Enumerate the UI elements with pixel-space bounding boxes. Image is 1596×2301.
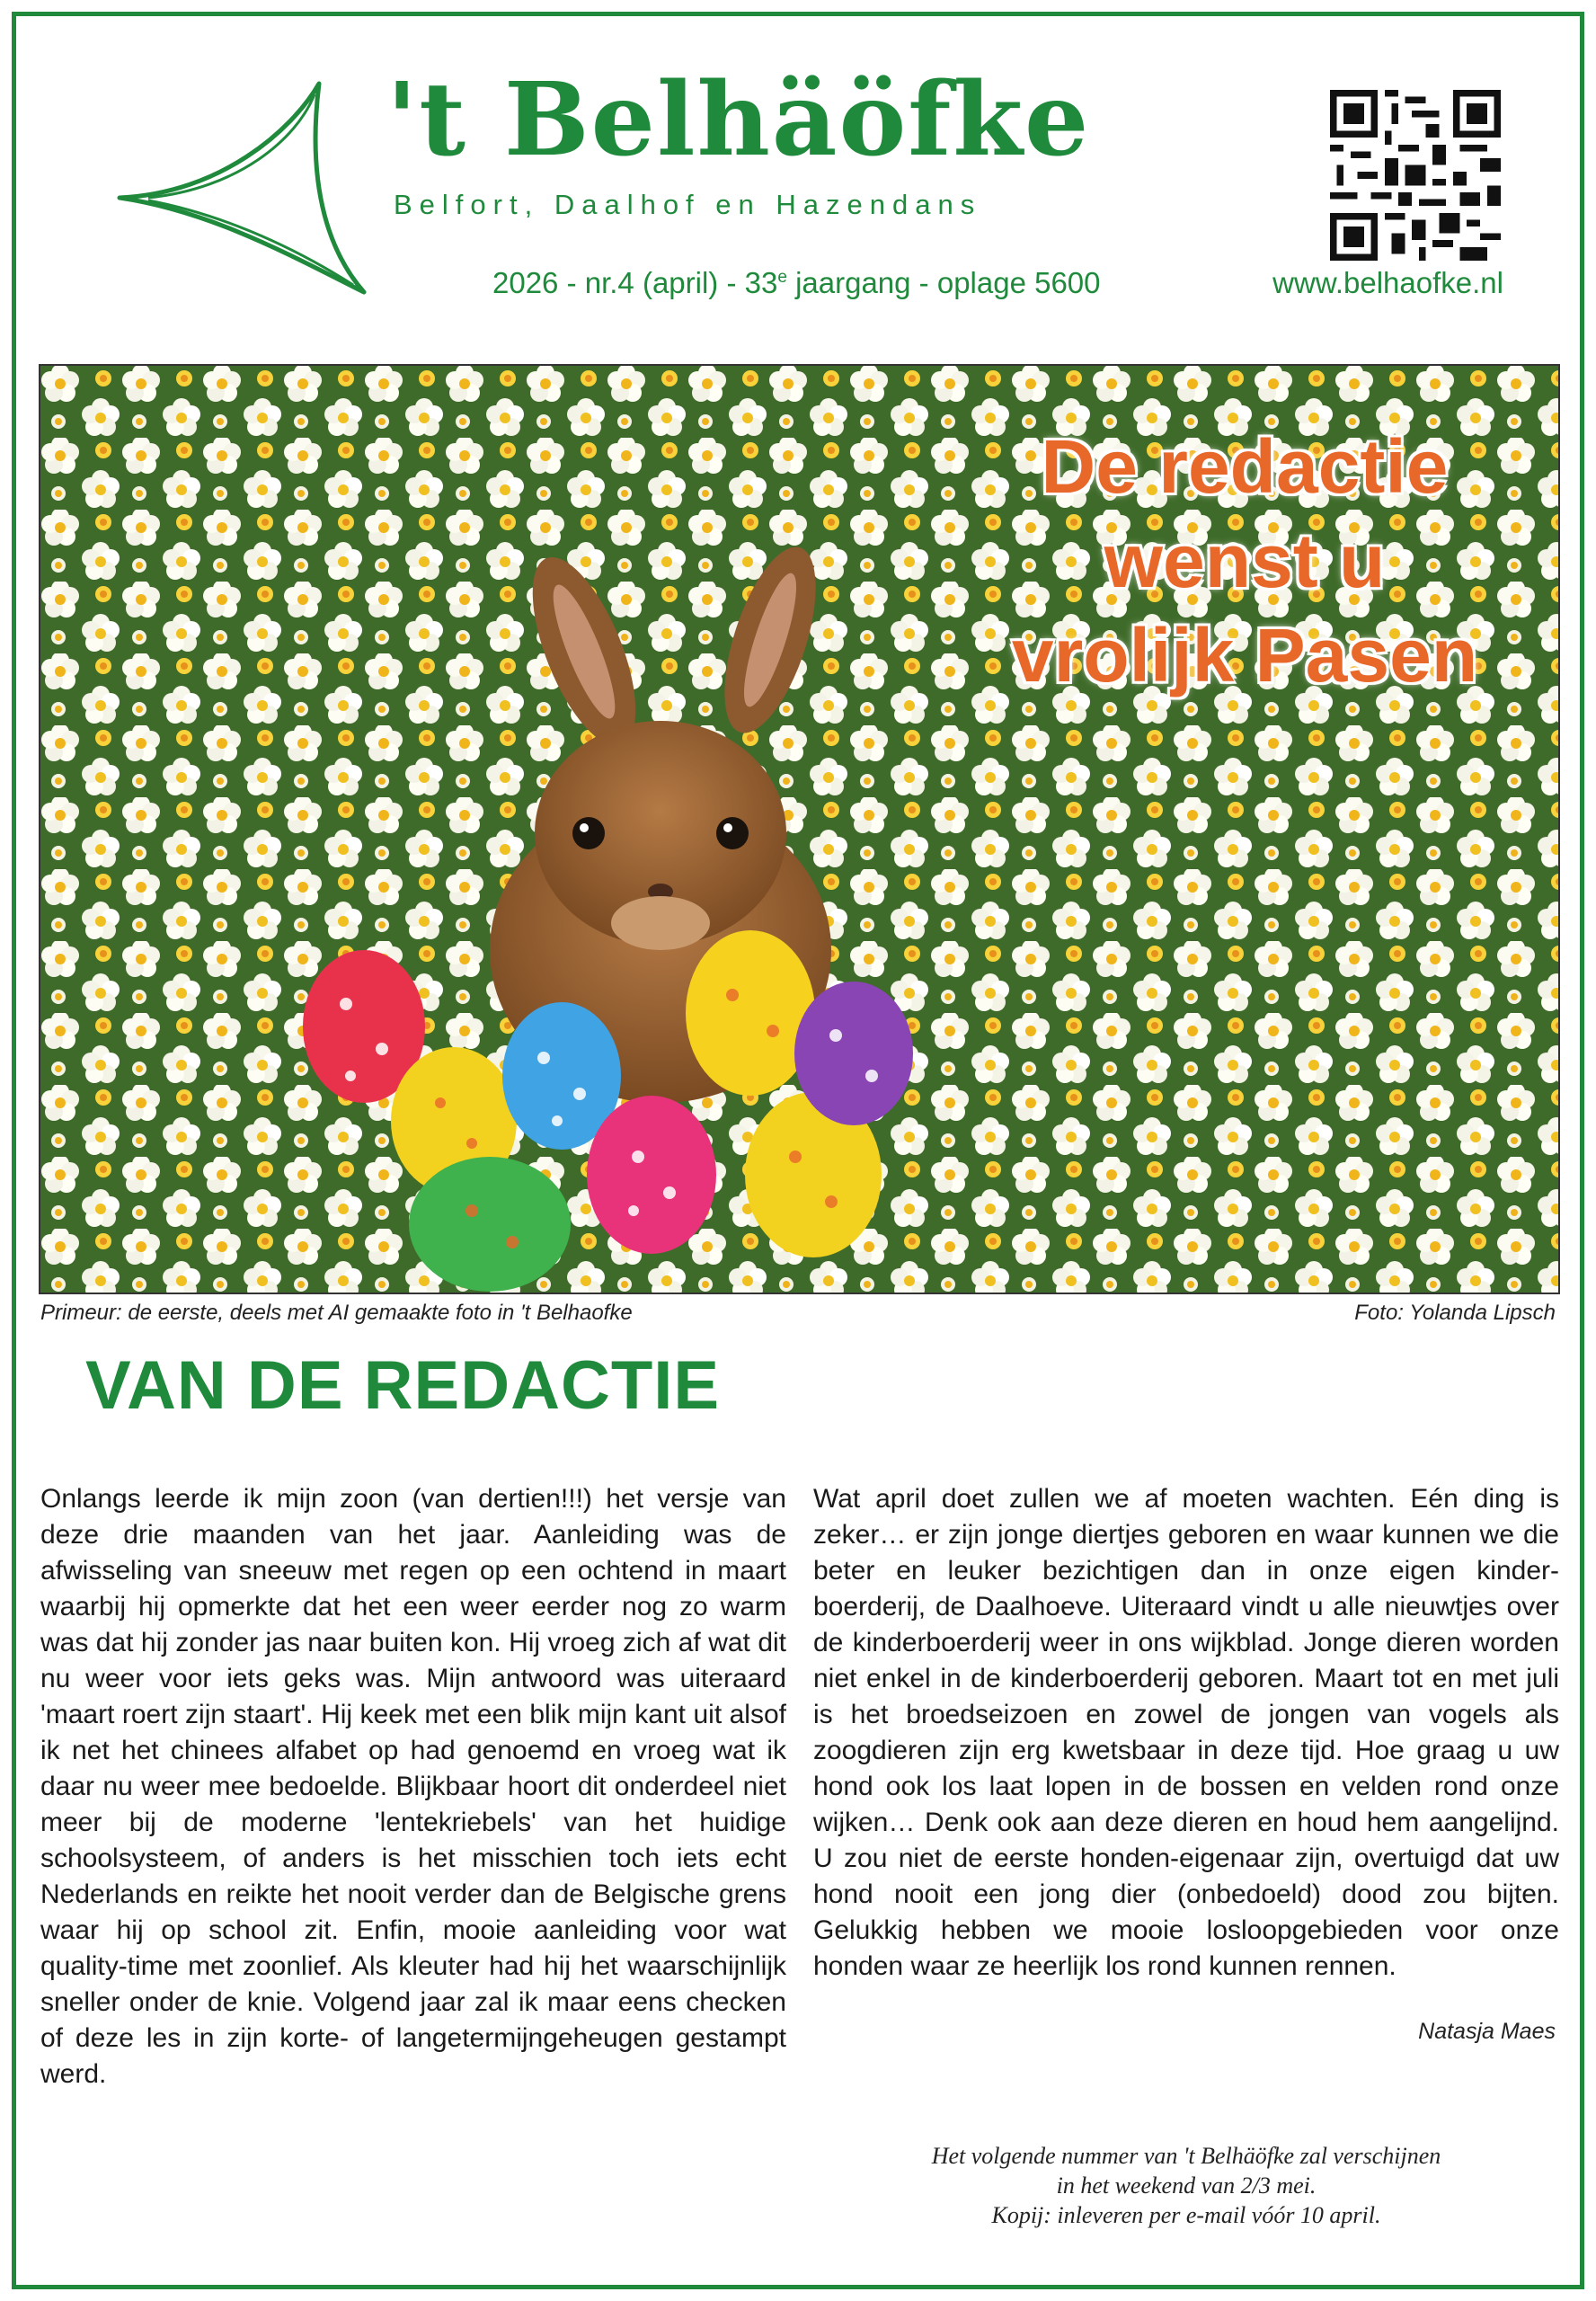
easter-photo [39,364,1560,1294]
newspaper-subtitle: Belfort, Daalhof en Hazendans [394,189,982,220]
article-column-right: Wat april doet zullen we af moeten wachten. Eén ding is zeker… er zijn jonge diertjes geboren en waar kunnen we die beter en leuker bezichtigen dan in onze eigen kinder-boerderij, de Daalhoeve. Uiteraard vindt u alle nieuwtjes over de kinderboerderij weer in ons wijkblad. Jonge dieren worden niet enkel in de kinderboerderij geboren. Maart tot en met juli is het broedseizoen en zowel de jongen van vogels als zoogdieren zijn erg kwetsbaar in deze tijd. Hoe graag u uw hond ook los laat lopen in de bossen en velden rond onze wijken… Denk ook aan deze dieren en houd hem aangelijnd. U zou niet de eerste honden-eigenaar zijn, overtuigd dat uw hond nooit een jong dier (onbedoeld) dood zou bijten. Gelukkig hebben we mooie losloopgebieden voor onze honden waar ze heerlijk los rond kunnen rennen. [813,1484,1559,1981]
issue-superscript: e [777,268,787,287]
triangle-logo-icon [112,76,373,301]
article-author: Natasja Maes [1418,2019,1556,2044]
next-issue-line-1: Het volgende nummer van 't Belhäöfke zal verschijnen [931,2143,1441,2169]
greeting-line-3: vrolijk Pasen [1011,613,1478,697]
issue-prefix: 2026 - nr.4 (april) - 33 [492,266,778,299]
next-issue-line-3: Kopij: inleveren per e-mail vóór 10 april. [991,2202,1381,2228]
issue-suffix: jaargang - oplage 5600 [786,266,1101,299]
next-issue-note [813,2141,1559,2230]
easter-greeting [966,420,1523,703]
greeting-line-2: wenst u [1104,519,1386,603]
newspaper-title: 't Belhäöfke [386,61,1091,179]
photo-credit: Foto: Yolanda Lipsch [1354,1301,1556,1325]
next-issue-line-2: in het weekend van 2/3 mei. [1056,2172,1317,2199]
photo-caption: Primeur: de eerste, deels met AI gemaakte foto in 't Belhaofke [40,1301,633,1325]
qr-code-icon[interactable] [1330,90,1501,261]
article-column-left: Onlangs leerde ik mijn zoon (van dertien!!!) het versje van deze drie maanden van het jaar. Aanleiding was de afwisseling van sneeuw met regen op een ochtend in maart waarbij hij opmerkte dat het een weer eerder nog zo warm was dat hij zonder jas naar buiten kon. Hij vroeg zich af wat dit nu weer voor iets geks was. Mijn antwoord was uiteraard 'maart roert zijn staart'. Hij keek met een blik mijn kant uit alsof ik net het chinees alfabet op had genoemd en vroeg wat ik daar nu weer mee bedoelde. Blijkbaar hoort dit onderdeel niet meer bij de moderne 'lentekriebels' van het huidige schoolsysteem, of anders is het misschien toch iets echt Nederlands en reikte het nooit verder dan de Belgische grens waar hij op school zit. Enfin, mooie aanleiding voor wat quality-time met zoonlief. Als kleuter had hij het waarschijnlijk sneller onder de knie. Volgend jaar zal ik maar eens checken of deze les in zijn korte- of langetermijngeheugen gestampt werd. [40,1484,786,2089]
issue-info [492,266,1503,300]
greeting-line-1: De redactie [1041,424,1449,509]
section-heading: VAN DE REDACTIE [85,1347,721,1424]
website-link[interactable]: www.belhaofke.nl [1272,266,1503,299]
